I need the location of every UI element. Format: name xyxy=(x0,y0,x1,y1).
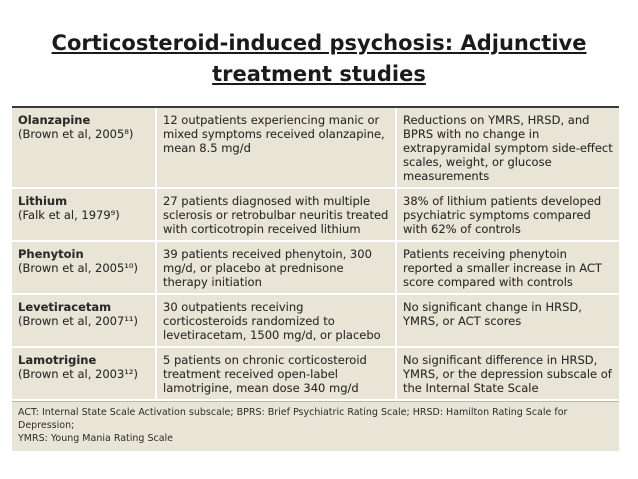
drug-name: Lamotrigine xyxy=(18,353,97,367)
study-description-cell: 30 outpatients receiving corticosteroids randomized to levetiracetam, 1500 mg/d, or placebo xyxy=(156,294,396,347)
drug-citation: (Falk et al, 1979⁹) xyxy=(18,208,120,222)
study-result-cell: No significant difference in HRSD, YMRS, or the depression subscale of the Internal State Scale xyxy=(396,347,619,400)
drug-cell xyxy=(12,294,156,347)
study-description-cell: 39 patients received phenytoin, 300 mg/d, or placebo at prednisone therapy initiation xyxy=(156,241,396,294)
slide-title xyxy=(0,28,638,90)
studies-table xyxy=(12,108,619,401)
drug-cell xyxy=(12,347,156,400)
table-row xyxy=(12,108,619,188)
drug-cell xyxy=(12,188,156,241)
drug-name: Lithium xyxy=(18,194,68,208)
drug-citation: (Brown et al, 2003¹²) xyxy=(18,367,139,381)
study-result-cell: Patients receiving phenytoin reported a smaller increase in ACT score compared with controls xyxy=(396,241,619,294)
slide-title-line-2: treatment studies xyxy=(212,62,426,86)
table-row xyxy=(12,294,619,347)
footnote-line-1: ACT: Internal State Scale Activation subscale; BPRS: Brief Psychiatric Rating Scale; HRSD: Hamilton Rating Scale for Depression; xyxy=(18,407,568,431)
slide-title-line-1: Corticosteroid-induced psychosis: Adjunctive xyxy=(51,31,587,55)
studies-table-container xyxy=(12,106,619,451)
study-description-cell: 12 outpatients experiencing manic or mixed symptoms received olanzapine, mean 8.5 mg/d xyxy=(156,108,396,188)
studies-table-body xyxy=(12,108,619,400)
study-description-cell: 5 patients on chronic corticosteroid treatment received open-label lamotrigine, mean dose 340 mg/d xyxy=(156,347,396,400)
drug-name: Levetiracetam xyxy=(18,300,112,314)
drug-cell xyxy=(12,108,156,188)
drug-cell xyxy=(12,241,156,294)
table-row xyxy=(12,347,619,400)
study-description-cell: 27 patients diagnosed with multiple sclerosis or retrobulbar neuritis treated with corticotropin received lithium xyxy=(156,188,396,241)
drug-citation: (Brown et al, 2005⁸) xyxy=(18,127,134,141)
study-result-cell: No significant change in HRSD, YMRS, or ACT scores xyxy=(396,294,619,347)
drug-citation: (Brown et al, 2007¹¹) xyxy=(18,314,139,328)
table-row xyxy=(12,241,619,294)
footnote-line-2: YMRS: Young Mania Rating Scale xyxy=(18,433,174,444)
drug-citation: (Brown et al, 2005¹⁰) xyxy=(18,261,139,275)
drug-name: Olanzapine xyxy=(18,113,91,127)
study-result-cell: 38% of lithium patients developed psychiatric symptoms compared with 62% of controls xyxy=(396,188,619,241)
study-result-cell: Reductions on YMRS, HRSD, and BPRS with no change in extrapyramidal symptom side-effect scales, weight, or glucose measurements xyxy=(396,108,619,188)
drug-name: Phenytoin xyxy=(18,247,84,261)
table-footnote xyxy=(12,401,619,451)
table-row xyxy=(12,188,619,241)
